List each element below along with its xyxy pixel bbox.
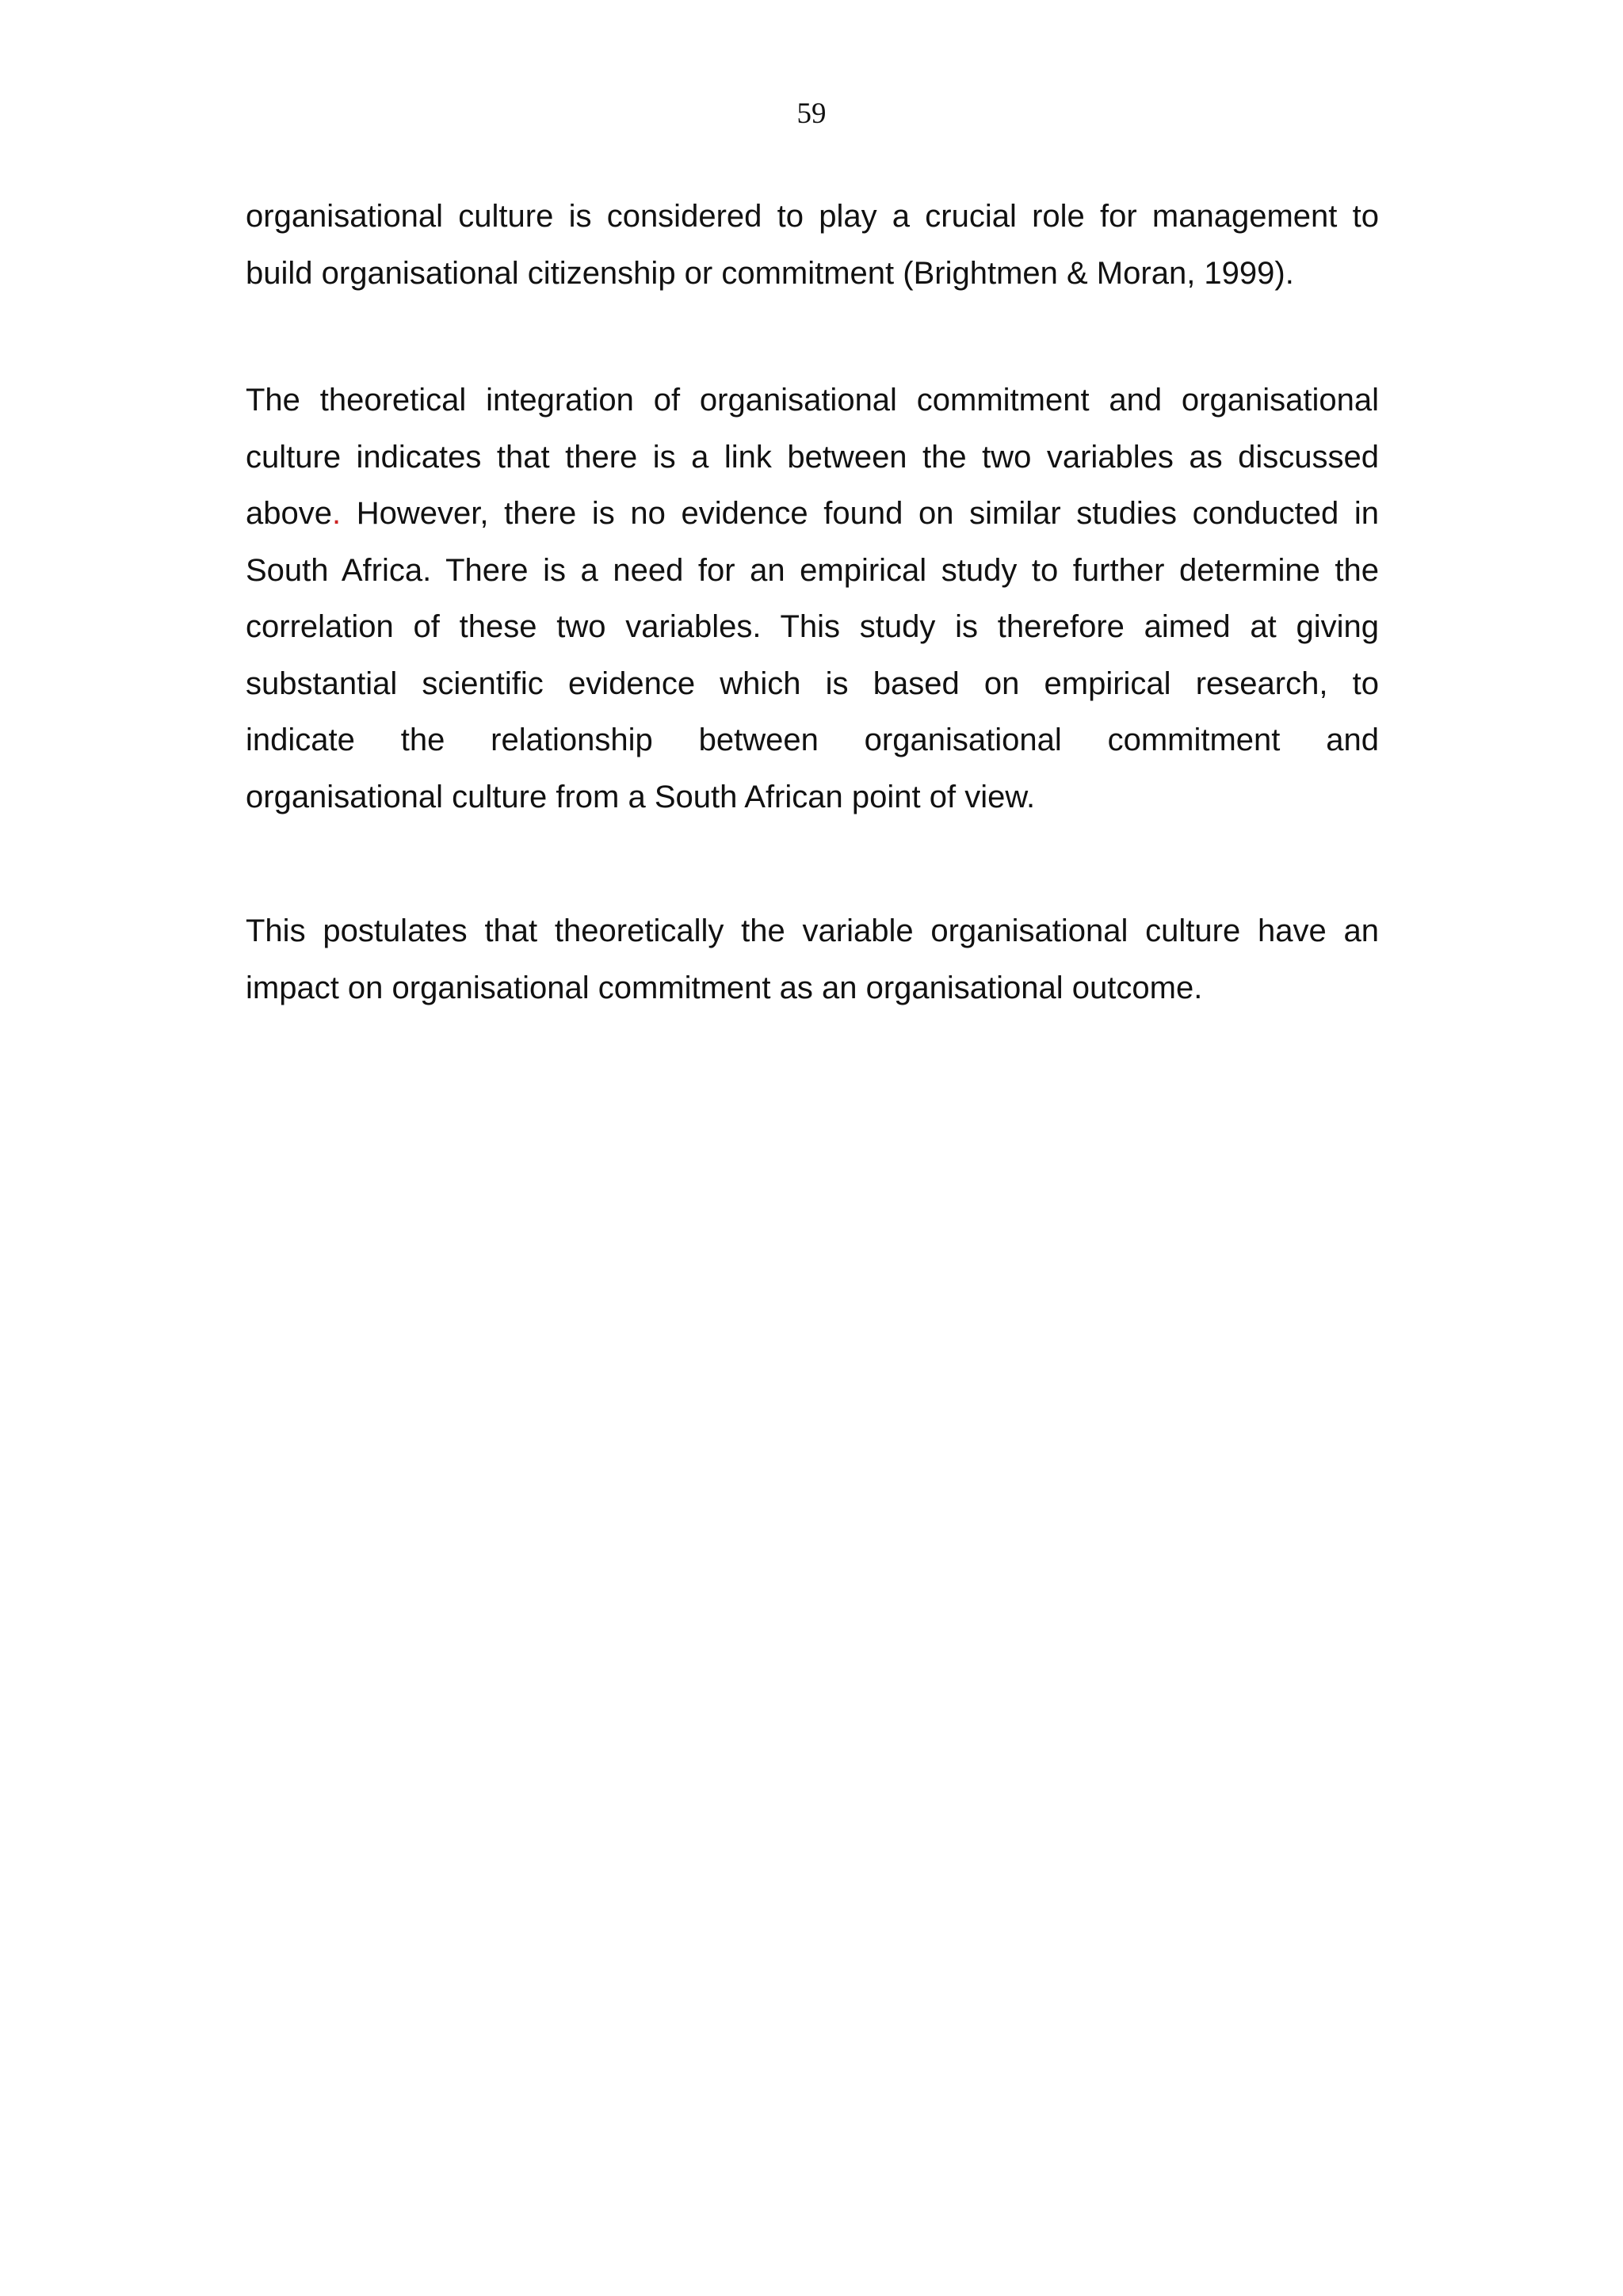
paragraph-line: culture indicates that there is a link between the two variables as discussed [246,439,1379,475]
paragraph-line: organisational culture is considered to play a crucial role for management to [246,199,1379,234]
paragraph-line: South Africa. There is a need for an empirical study to further determine the [246,552,1379,588]
paragraph-line-composite [246,486,1379,543]
paragraph-line: build organisational citizenship or commitment (Brightmen & Moran, 1999). [246,255,1294,291]
paragraph-line: This postulates that theoretically the variable organisational culture have an [246,913,1379,948]
paragraph-line: correlation of these two variables. This study is therefore aimed at giving [246,609,1379,644]
paragraph-line: organisational culture from a South African point of view. [246,779,1036,814]
paragraph-3 [246,903,1379,1016]
word-above: above [246,496,332,531]
paragraph-line: The theoretical integration of organisational commitment and organisational [246,383,1379,418]
paragraph-2 [246,372,1379,826]
page-number: 59 [796,97,827,130]
line-remainder: However, there is no evidence found on similar studies conducted in [341,496,1379,531]
paragraph-line: indicate the relationship between organisational commitment and [246,723,1379,757]
highlighted-period: . [331,496,342,531]
paragraph-line: impact on organisational commitment as an organisational outcome. [246,970,1203,1005]
paragraph-1 [246,189,1379,302]
paragraph-line: substantial scientific evidence which is based on empirical research, to [246,666,1379,701]
